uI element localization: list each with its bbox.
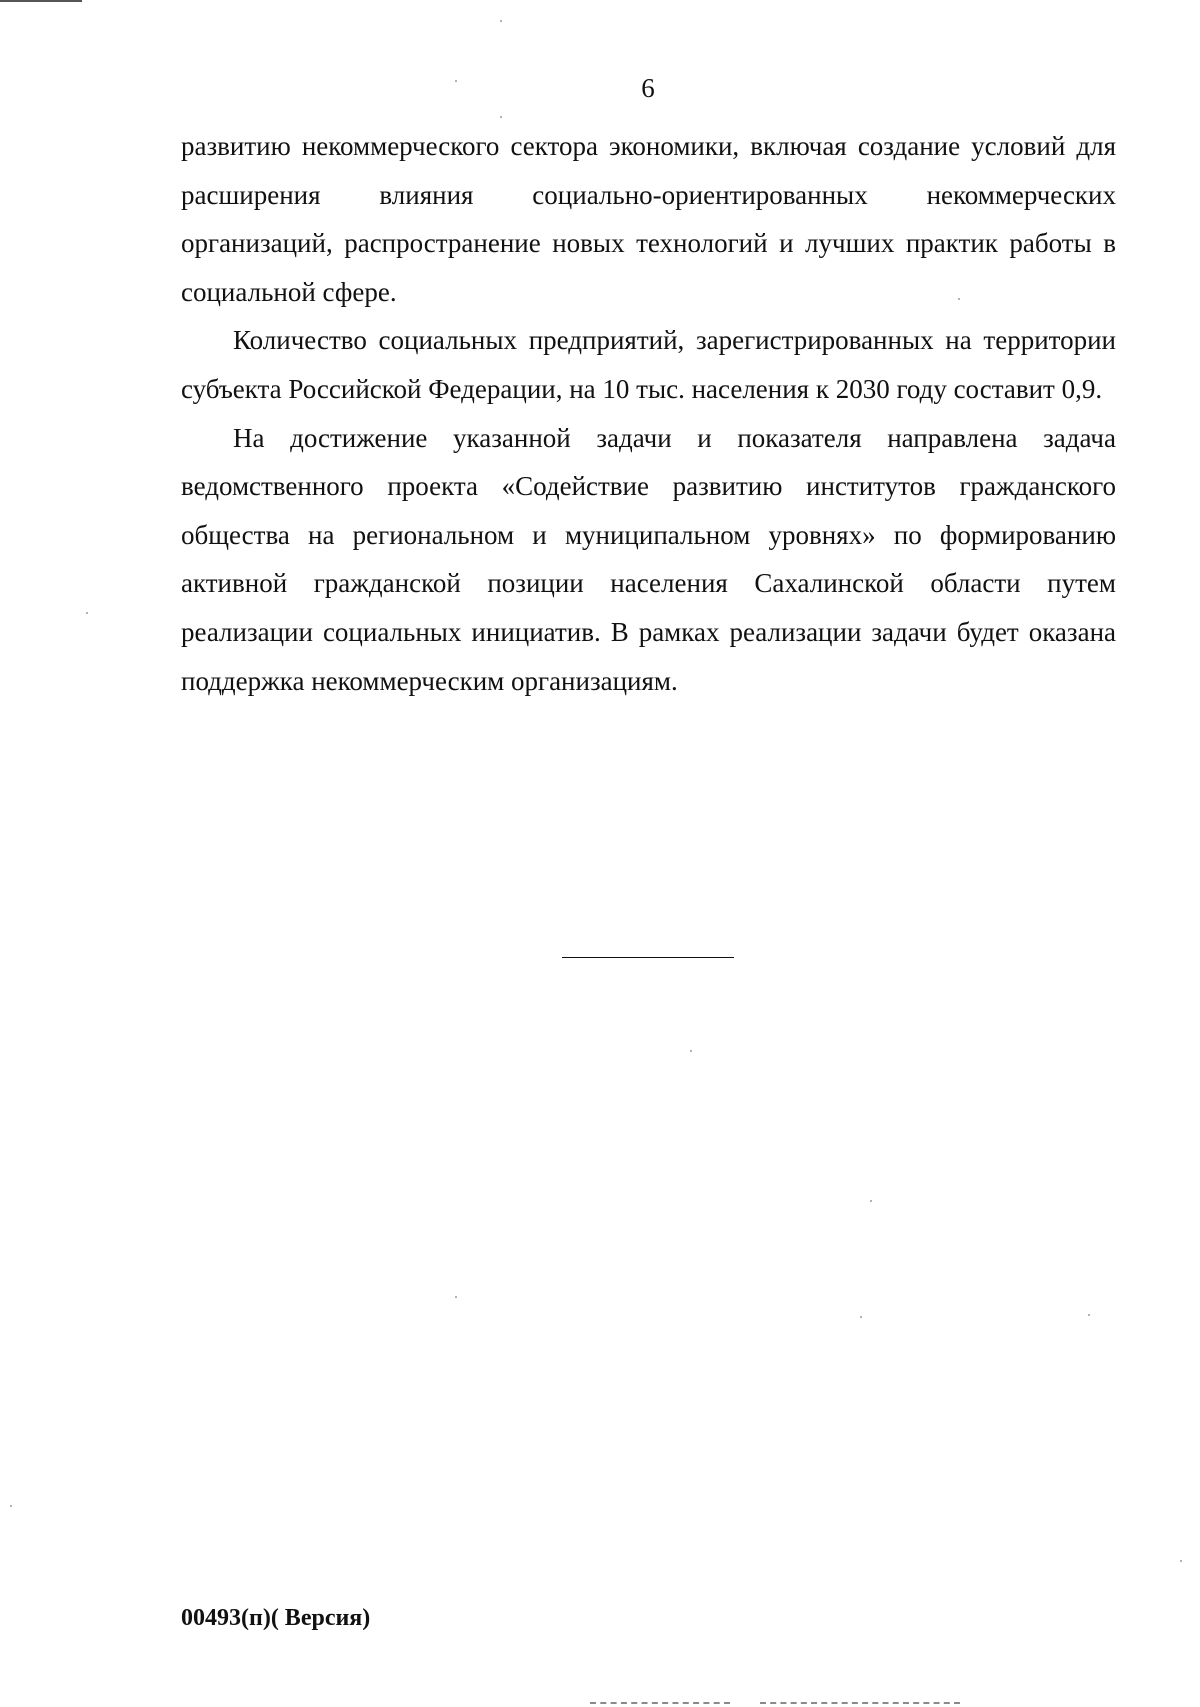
scan-speck <box>1088 1314 1090 1316</box>
scan-edge-mark <box>760 1702 960 1704</box>
scan-speck <box>455 80 457 82</box>
scan-speck <box>86 612 88 614</box>
scan-speck <box>958 298 960 300</box>
scan-speck <box>1180 1560 1182 1562</box>
scan-edge-mark <box>590 1702 730 1704</box>
paragraph-3: На достижение указанной задачи и показателя направлена задача ведомственного проекта «Содействие развитию институтов гражданского общества на региональном и муниципальном уровнях» по формированию активной гражданской позиции населения Сахалинской области путем реализации социальных инициатив. В рамках реализации задачи будет оказана поддержка некоммерческим организациям. <box>181 422 1116 696</box>
page-number: 6 <box>641 73 655 103</box>
scan-speck <box>455 1296 457 1298</box>
scan-speck <box>860 1316 862 1318</box>
scan-speck <box>870 1200 872 1202</box>
scan-speck <box>690 1050 692 1052</box>
paragraph-1: развитию некоммерческого сектора экономики, включая создание условий для расширения влияния социально-ориентированных некоммерческих организаций, распространение новых технологий и лучших практик работы в социальной сфере. <box>181 131 1116 307</box>
scan-edge-mark <box>0 0 82 2</box>
end-separator-line <box>562 957 734 958</box>
scan-speck <box>500 20 502 22</box>
document-body <box>181 122 1116 705</box>
document-footer-code: 00493(п)( Версия) <box>181 1605 371 1631</box>
paragraph-2: Количество социальных предприятий, зарегистрированных на территории субъекта Российской Федерации, на 10 тыс. населения к 2030 году составит 0,9. <box>181 325 1116 404</box>
scan-speck <box>500 116 502 118</box>
scan-speck <box>10 1505 12 1507</box>
